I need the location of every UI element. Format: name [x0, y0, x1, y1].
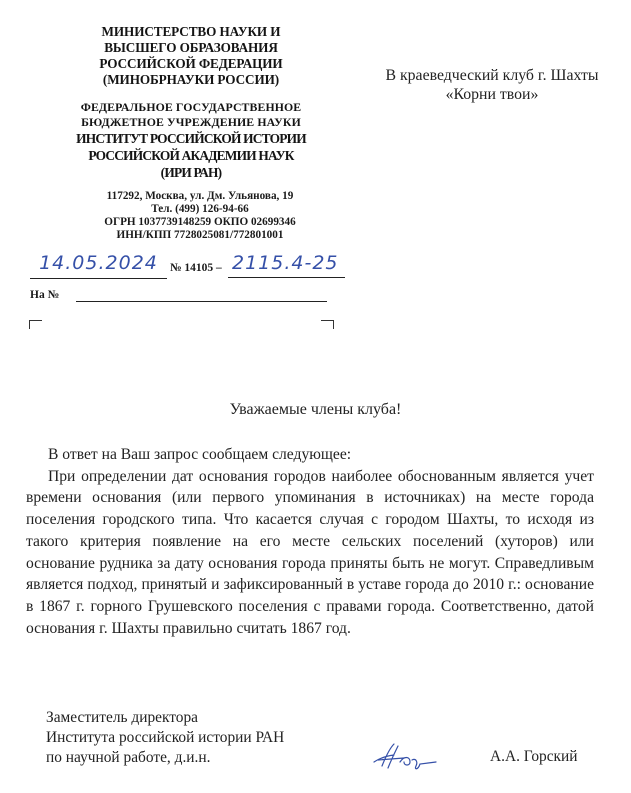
institution-name — [60, 130, 322, 181]
recipient-line: В краеведческий клуб г. Шахты — [385, 67, 599, 84]
institution-type-line: ФЕДЕРАЛЬНОЕ ГОСУДАРСТВЕННОЕ — [80, 100, 302, 114]
registration-line — [18, 252, 358, 280]
institution-name-line: (ИРИ РАН) — [160, 165, 222, 180]
institution-name-line: ИНСТИТУТ РОССИЙСКОЙ ИСТОРИИ — [76, 131, 306, 146]
outgoing-number-label: № 14105 – — [170, 262, 222, 274]
ministry-line: ВЫСШЕГО ОБРАЗОВАНИЯ — [104, 40, 278, 55]
position-line: Заместитель директора — [46, 709, 199, 726]
position-line: Института российской истории РАН — [46, 729, 285, 746]
reference-field — [76, 301, 327, 302]
ministry-name — [60, 24, 322, 88]
position-line: по научной работе, д.и.н. — [46, 749, 211, 766]
address: 117292, Москва, ул. Дм. Ульянова, 19 — [106, 190, 294, 202]
handwritten-signature-icon — [370, 740, 440, 774]
institution-type-line: БЮДЖЕТНОЕ УЧРЕЖДЕНИЕ НАУКИ — [81, 115, 301, 129]
letterhead — [60, 24, 322, 181]
ministry-line: (МИНОБРНАУКИ РОССИИ) — [102, 72, 280, 87]
greeting: Уважаемые члены клуба! — [229, 401, 402, 418]
reference-label: На № — [30, 289, 60, 301]
signatory-position — [46, 708, 284, 768]
outgoing-date: 14.05.2024 — [30, 252, 167, 279]
address-corner-left-mark — [29, 320, 42, 329]
address-corner-right-mark — [321, 320, 334, 329]
ogrn-okpo: ОГРН 1037739148259 ОКПО 02699346 — [104, 216, 296, 228]
inn-kpp: ИНН/КПП 7728025081/772801001 — [116, 229, 284, 241]
outgoing-number: 2115.4-25 — [228, 252, 345, 278]
ministry-line: МИНИСТЕРСТВО НАУКИ И — [101, 24, 281, 39]
recipient-block — [352, 66, 631, 104]
reference-line — [30, 289, 330, 303]
body-paragraph: При определении дат основания городов наиболее обоснованным является учет времени основания (или первого упоминания в источниках) на месте города поселения городского типа. Что касается случая с городом Шахты, то исходя из такого критерия появление на его месте сельских поселений (хуторов) или основание рудника за дату основания города приняты быть не могут. Справедливым является подход, принятый и зафиксированный в уставе города до 2010 г.: основание в 1867 г. горного Грушевского поселения с правами города. Соответственно, датой основания г. Шахты правильно считать 1867 год. — [26, 467, 594, 637]
institution-type — [60, 100, 322, 130]
letter-body — [26, 444, 594, 639]
body-paragraph: В ответ на Ваш запрос сообщаем следующее: — [48, 446, 352, 463]
contact-details — [60, 190, 340, 242]
recipient-line: «Корни твои» — [445, 86, 539, 103]
phone: Тел. (499) 126-94-66 — [151, 203, 249, 215]
institution-name-line: РОССИЙСКОЙ АКАДЕМИИ НАУК — [88, 148, 294, 163]
signer-name: А.А. Горский — [490, 748, 578, 765]
ministry-line: РОССИЙСКОЙ ФЕДЕРАЦИИ — [99, 56, 283, 71]
